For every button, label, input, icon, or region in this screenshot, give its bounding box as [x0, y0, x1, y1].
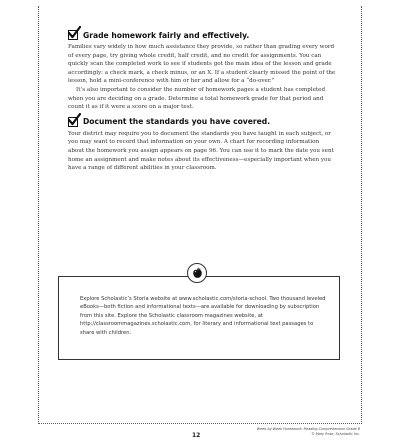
checkbox-check-icon: [68, 117, 78, 127]
info-box-text: Explore Scholastic’s Storia website at www.scholastic.com/storia-school. Two thousand leveled eBooks—both fiction and informational texts—are available for downloading by subscription from this site. Explore the Scholastic classroom magazines website, at http://classroommagazines.scholastic.com, for literary and informational text passages to share with children.: [80, 296, 326, 336]
section-heading-grade: [68, 30, 336, 40]
page-number: 12: [192, 432, 201, 439]
section-heading-document: [68, 117, 336, 127]
body-paragraph: Your district may require you to document the standards you have taught in each subject, or you may want to record that information on your own. A chart for recording information about the homework you assign appears on page 96. You can use it to mark the date you sent home an assignment and make notes about its effectiveness—especially important when you have a range of different abilities in your classroom.: [68, 130, 334, 172]
section-heading-text: Grade homework fairly and effectively.: [83, 30, 250, 40]
main-content: [68, 30, 336, 173]
credit-line-copyright: © Mary Rose, Scholastic Inc.: [311, 432, 360, 436]
body-paragraph: Families vary widely in how much assistance they provide, so rather than grading every word of every page, try giving whole credit, half credit, and no credit for assignments. You can quickly scan the completed work to see if students got the main idea of the lesson and grade accordingly: a check mark, a check minus, or an X. If a student clearly missed the point of the lesson, hold a mini-conference with him or her and allow for a “do-over.”: [68, 44, 336, 85]
apple-icon: [187, 263, 207, 283]
checkbox-check-icon: [68, 30, 78, 40]
credit-line: [257, 427, 360, 437]
body-paragraph: It’s also important to consider the number of homework pages a student has completed when you are deciding on a grade. Determine a total homework grade for that period and count it as if it were a score on a major test.: [68, 86, 326, 111]
credit-line-title: Week-by-Week Homework: Reading Comprehension Grade 6: [256, 427, 360, 431]
section-heading-text: Document the standards you have covered.: [83, 117, 271, 127]
